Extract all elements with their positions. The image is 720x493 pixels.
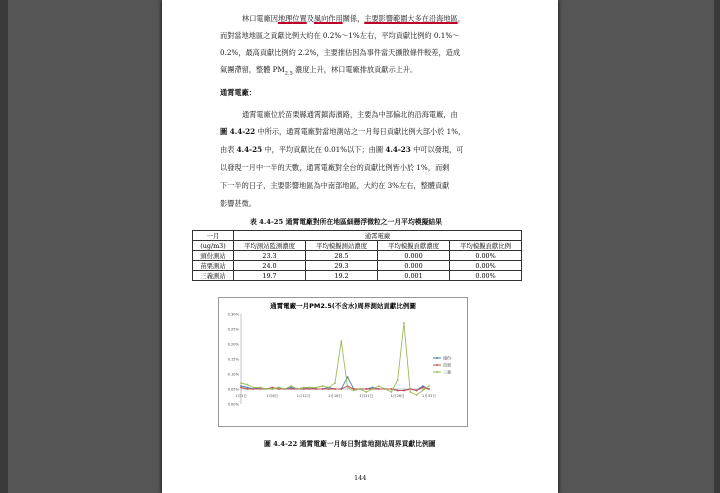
legend-label: 頭份 — [443, 355, 451, 361]
data-point-2 — [265, 388, 267, 390]
table-row — [193, 261, 522, 271]
table-cell: 0.00% — [450, 271, 522, 281]
row-label: 苗栗測站 — [193, 261, 234, 271]
data-point-2 — [290, 385, 292, 387]
legend-label: 三義 — [443, 369, 451, 375]
legend-marker-1 — [436, 364, 438, 366]
x-tick-label: 1月11日 — [296, 394, 311, 398]
data-point-2 — [353, 390, 355, 392]
table-top-left: 一月 — [193, 231, 234, 241]
data-point-2 — [422, 390, 424, 392]
table-caption: 表 4.4-25 通霄電廠對所在地區細懸浮微粒之一月平均模擬結果 — [250, 218, 442, 226]
table-row — [193, 251, 522, 261]
table-cell: 0.00% — [450, 261, 522, 271]
table-group-header: 通霄電廠 — [234, 231, 522, 241]
figure-ref: 圖 4.4-22 — [220, 127, 256, 136]
contribution-chart — [218, 297, 468, 427]
data-point-2 — [403, 322, 405, 324]
data-point-2 — [284, 388, 286, 390]
para2-line4: 以發現一月中一半的天數，通霄電廠對全台的貢獻比例皆小於 1%，而剩 — [220, 163, 450, 172]
table-cell: 0.001 — [378, 271, 450, 281]
y-tick-label: 0.20% — [227, 342, 239, 347]
right-scrollbar-track[interactable] — [714, 0, 720, 493]
data-point-2 — [297, 388, 299, 390]
y-tick-label: 0.05% — [227, 387, 239, 392]
subscript: 2.5 — [284, 70, 293, 77]
text: 關係， — [342, 14, 365, 23]
data-point-1 — [240, 387, 242, 389]
para2-line5: 下一半的日子，主要影響地區為中南部地區，大約在 3%左右，整體貢獻 — [220, 181, 450, 190]
table-header-row — [193, 241, 522, 251]
x-tick-label: 1月1日 — [235, 394, 247, 398]
x-tick-label: 1月26日 — [390, 394, 405, 398]
data-point-1 — [416, 390, 418, 392]
data-point-1 — [290, 388, 292, 390]
y-tick-label: 0.00% — [227, 402, 239, 407]
x-tick-label: 1月21日 — [359, 394, 374, 398]
data-point-2 — [378, 385, 380, 387]
para1-line4 — [220, 65, 417, 78]
para2-line2 — [220, 127, 465, 136]
section-heading: 通霄電廠： — [220, 88, 256, 97]
data-point-1 — [334, 388, 336, 390]
data-point-2 — [253, 387, 255, 389]
data-point-2 — [259, 387, 261, 389]
text: 林口電廠因 — [242, 14, 278, 23]
data-point-2 — [328, 387, 330, 389]
para1-line2: 而對當地地區之貢獻比例大約在 0.2%～1%左右，平均貢獻比例約 0.1%～ — [220, 31, 460, 40]
table-col-header: 平均測站監測濃度 — [234, 241, 306, 251]
table-cell: 0.00% — [450, 251, 522, 261]
data-point-2 — [309, 387, 311, 389]
y-tick-label: 0.30% — [227, 312, 239, 317]
para1-line1 — [242, 14, 465, 23]
data-point-2 — [372, 388, 374, 390]
row-label: 三義測站 — [193, 271, 234, 281]
data-point-2 — [409, 391, 411, 393]
data-point-2 — [397, 379, 399, 381]
y-tick-label: 0.15% — [227, 357, 239, 362]
data-point-2 — [240, 382, 242, 384]
x-tick-label: 1月6日 — [266, 394, 279, 398]
data-point-2 — [246, 384, 248, 386]
figure-caption: 圖 4.4-22 通霄電廠一月每日對當地測站周界貢獻比例圖 — [264, 440, 436, 448]
data-point-2 — [278, 387, 280, 389]
table-cell: 28.5 — [306, 251, 378, 261]
underlined-text: 主要影響範圍大多在沿海地區 — [364, 14, 458, 23]
data-point-2 — [416, 394, 418, 396]
chart-title: 通霄電廠一月PM2.5(不含水)周界測站貢獻比例圖 — [270, 302, 416, 310]
text: 中所示，通霄電廠對當地測站之一月每日貢獻比例大部小於 1%， — [255, 127, 466, 136]
para2-line1: 通霄電廠位於苗栗縣通霄鎮海濱路，主要為中部偏北的沿海電廠，由 — [242, 110, 458, 119]
para1-line3: 0.2%，最高貢獻比例約 2.2%，主要推估因為事件當天擴散條件較差，造成 — [220, 48, 461, 57]
underlined-text: 風向作用 — [313, 14, 343, 23]
table-header-row — [193, 231, 522, 241]
data-point-2 — [365, 391, 367, 393]
para2-line6: 影響甚微。 — [220, 199, 256, 208]
table-cell: 19.2 — [306, 271, 378, 281]
data-point-2 — [322, 385, 324, 387]
data-point-1 — [322, 388, 324, 390]
data-point-2 — [384, 388, 386, 390]
table-cell: 19.7 — [234, 271, 306, 281]
legend-marker-0 — [436, 357, 438, 359]
table-cell: 23.3 — [234, 251, 306, 261]
data-point-2 — [428, 385, 430, 387]
x-tick-label: 1月31日 — [421, 394, 437, 398]
data-point-0 — [347, 376, 349, 378]
document-page — [162, 0, 558, 493]
table-col-header: 平均模擬貢獻濃度 — [378, 241, 450, 251]
text: 及 — [306, 14, 314, 23]
y-tick-label: 0.10% — [227, 372, 239, 377]
table-unit: (ug/m3) — [193, 241, 234, 251]
data-point-2 — [391, 391, 393, 393]
text: 中，平均貢獻比在 0.01%以下；由圖 — [262, 145, 386, 154]
text: 由表 — [220, 145, 237, 154]
data-point-2 — [271, 388, 273, 390]
page-number: 144 — [354, 474, 367, 482]
data-point-1 — [391, 388, 393, 390]
data-point-2 — [347, 387, 349, 389]
text: 濃度上升，林口電廠排放貢獻示上升。 — [292, 65, 418, 74]
data-point-2 — [359, 388, 361, 390]
left-scrollbar-track[interactable] — [0, 0, 8, 493]
table-col-header: 平均模擬測站濃度 — [306, 241, 378, 251]
y-tick-label: 0.25% — [227, 327, 239, 332]
series-line-2 — [241, 323, 429, 395]
data-point-2 — [340, 340, 342, 342]
data-point-2 — [303, 387, 305, 389]
table-ref: 4.4-25 — [236, 145, 263, 154]
data-point-1 — [246, 388, 248, 390]
data-point-1 — [422, 387, 424, 389]
table-col-header: 平均模擬貢獻比例 — [450, 241, 522, 251]
text: 氣團滯留，整體 PM — [220, 65, 285, 74]
data-point-1 — [340, 388, 342, 390]
data-point-1 — [403, 390, 405, 392]
data-point-2 — [334, 382, 336, 384]
table-cell: 29.3 — [306, 261, 378, 271]
table-cell: 24.0 — [234, 261, 306, 271]
text: 中可以發現，可 — [410, 145, 464, 154]
data-point-2 — [315, 387, 317, 389]
data-point-1 — [378, 388, 380, 390]
figure-ref: 4.4-23 — [385, 145, 411, 154]
data-point-1 — [397, 390, 399, 392]
row-label: 頭份測站 — [193, 251, 234, 261]
chart-svg — [219, 298, 467, 426]
table-cell: 0.000 — [378, 251, 450, 261]
table-cell: 0.000 — [378, 261, 450, 271]
text: ， — [457, 14, 465, 23]
para2-line3 — [220, 145, 463, 154]
data-point-1 — [428, 388, 430, 390]
data-point-1 — [365, 388, 367, 390]
x-tick-label: 1月16日 — [327, 394, 343, 398]
underlined-text: 地理位置 — [277, 14, 307, 23]
results-table — [192, 230, 522, 281]
legend-marker-2 — [436, 371, 438, 373]
table-row — [193, 271, 522, 281]
legend-label: 苗栗 — [443, 362, 451, 368]
